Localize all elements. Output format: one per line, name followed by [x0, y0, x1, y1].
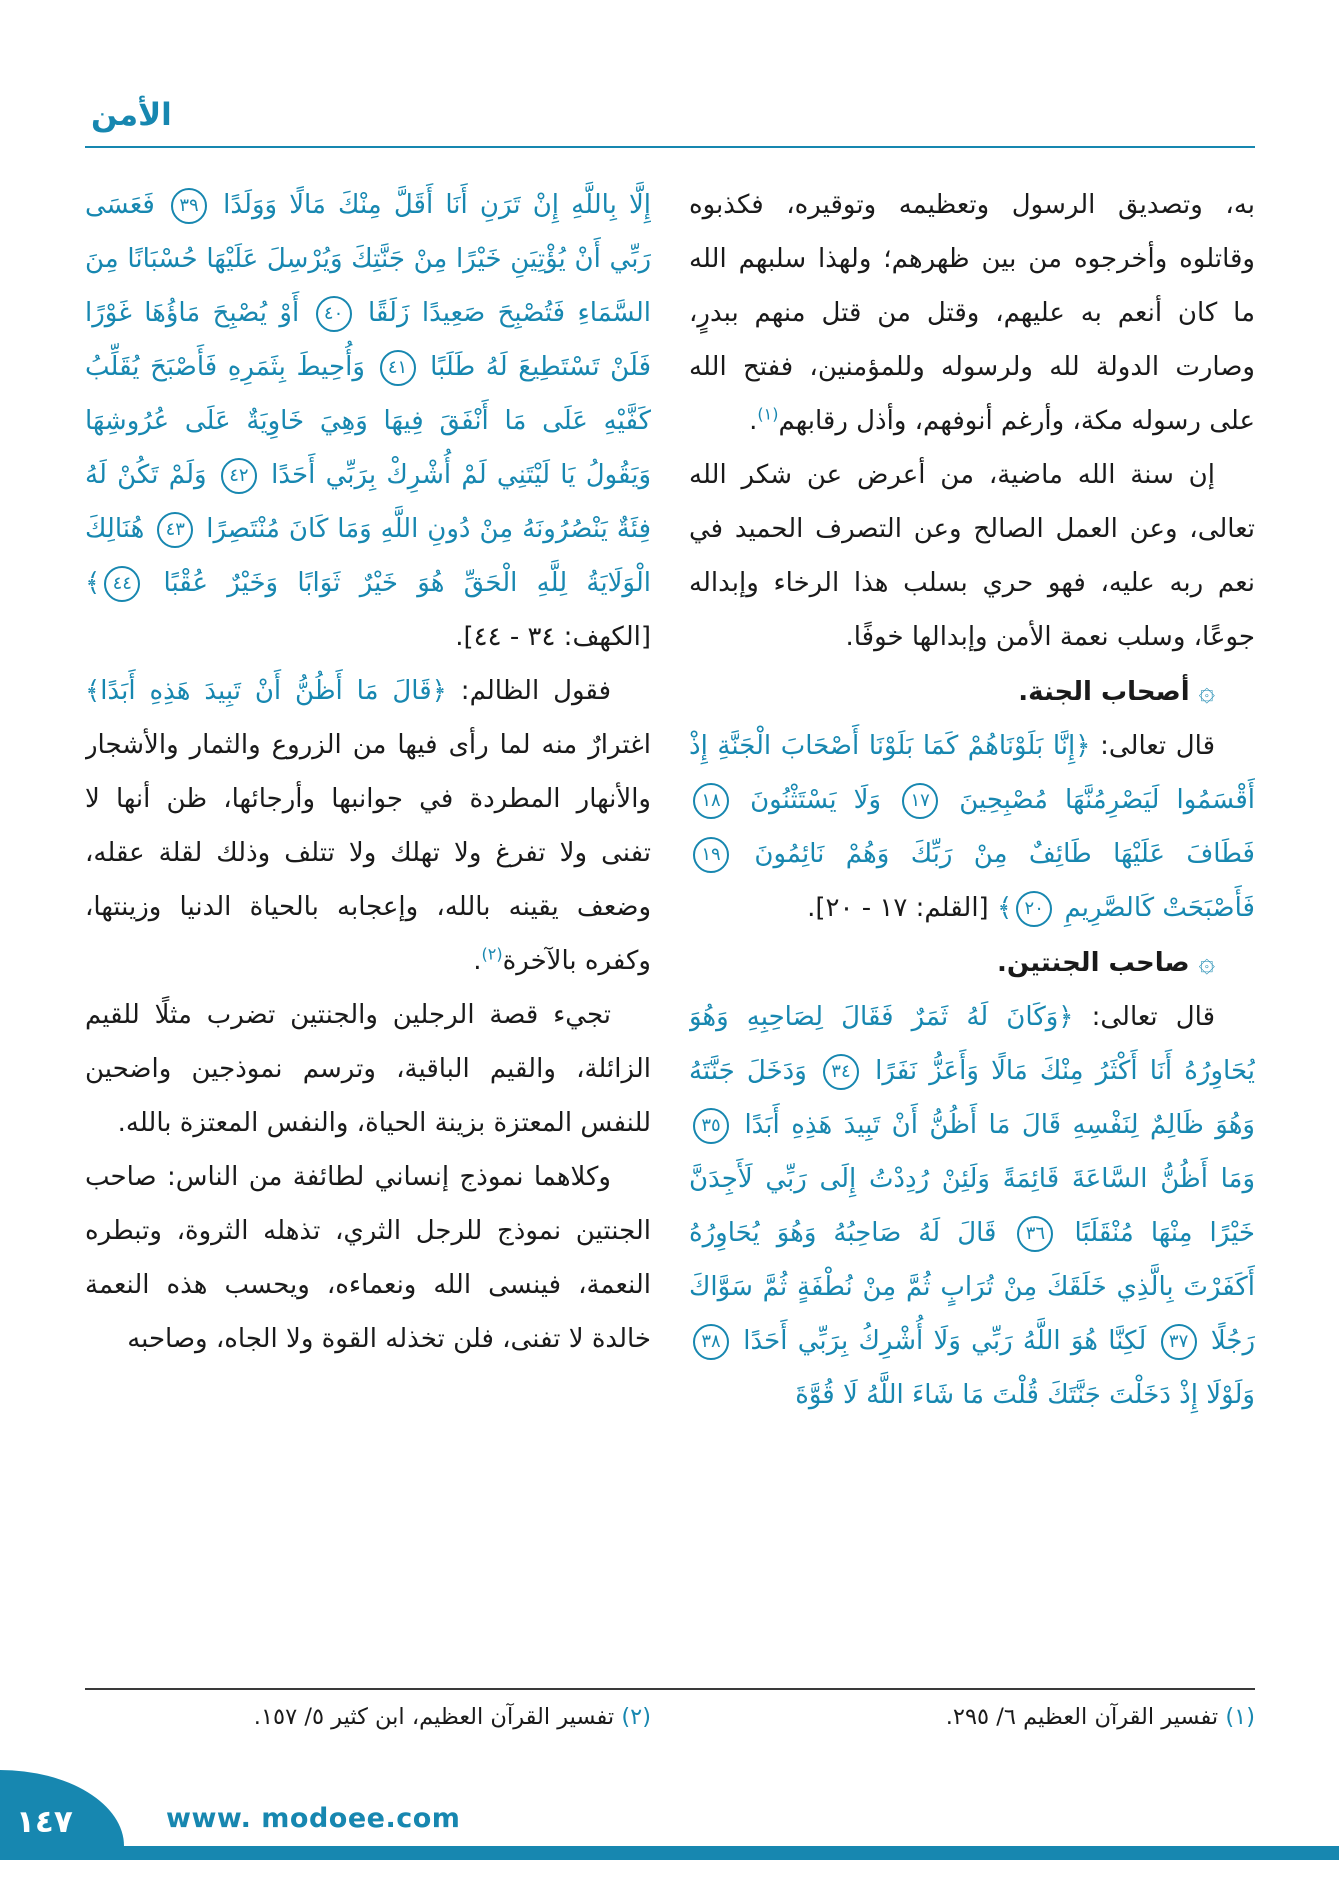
body-text: .	[749, 406, 758, 436]
verse-number-badge: ٤١	[380, 350, 416, 386]
footnotes	[85, 1688, 1255, 1730]
body-text: قال تعالى:	[1073, 1002, 1215, 1032]
quran-text: وَلَا يَسْتَثْنُونَ	[733, 785, 899, 815]
verse-number-badge: ٤٣	[157, 512, 193, 548]
quran-text: لَكِنَّا هُوَ اللَّهُ رَبِّي وَلَا أُشْرِكُ بِرَبِّي أَحَدًا	[733, 1326, 1157, 1356]
quran-text: وَأُحِيطَ بِثَمَرِهِ فَأَصْبَحَ يُقَلِّبُ كَفَّيْهِ عَلَى مَا أَنْفَقَ فِيهَا وَهِيَ خَاوِيَةٌ عَلَى عُرُوشِهَا وَيَقُولُ يَا لَيْتَنِي لَمْ أُشْرِكْ بِرَبِّي أَحَدًا	[85, 352, 651, 490]
quran-text: وَمَا أَظُنُّ السَّاعَةَ قَائِمَةً وَلَئِنْ رُدِدْتُ إِلَى رَبِّي لَأَجِدَنَّ خَيْرًا مِنْهَا مُنْقَلَبًا	[689, 1164, 1255, 1248]
verse-number-badge: ٣٩	[171, 188, 207, 224]
verse-reference: [الكهف: ٣٤ - ٤٤].	[455, 622, 651, 652]
footnote	[85, 1704, 651, 1730]
verse-number-badge: ٤٢	[221, 458, 257, 494]
quran-text: إِلَّا بِاللَّهِ إِنْ تَرَنِ أَنَا أَقَلَّ مِنْكَ مَالًا وَوَلَدًا	[211, 190, 651, 220]
website-url: www. modoee.com	[166, 1803, 461, 1834]
quran-text: فَأَصْبَحَتْ كَالصَّرِيمِ	[1056, 893, 1255, 923]
section-heading	[689, 664, 1255, 719]
verse-number-badge: ٤٤	[104, 566, 140, 602]
body-text: وكلاهما نموذج إنساني لطائفة من الناس: صاحب الجنتين نموذج للرجل الثري، تذهله الثروة، وتبطره النعمة، فينسى الله ونعماءه، ويحسب هذه النعمة خالدة لا تفنى، فلن تخذله القوة ولا الجاه، وصاحبه	[85, 1162, 651, 1354]
body-text: إن سنة الله ماضية، من أعرض عن شكر الله تعالى، وعن العمل الصالح وعن التصرف الحميد في نعم ربه عليه، فهو حري بسلب هذا الرخاء وإبداله جوعًا، وسلب نعمة الأمن وإبدالها خوفًا.	[689, 460, 1255, 652]
paragraph	[85, 664, 651, 988]
heading-text: صاحب الجنتين.	[996, 948, 1190, 978]
quran-text: هُنَالِكَ الْوَلَايَةُ لِلَّهِ الْحَقِّ هُوَ خَيْرٌ ثَوَابًا وَخَيْرٌ عُقْبًا	[85, 514, 651, 598]
verse-number-badge: ٤٠	[316, 296, 352, 332]
quran-text: ﴾	[988, 893, 1013, 923]
verse-number-badge: ١٨	[693, 783, 729, 819]
page-header	[85, 86, 1255, 148]
paragraph	[85, 1150, 651, 1366]
verse-number-badge: ٣٤	[823, 1054, 859, 1090]
body-text: قال تعالى:	[1090, 731, 1215, 761]
quran-text: قَالَ لَهُ صَاحِبُهُ وَهُوَ يُحَاوِرُهُ أَكَفَرْتَ بِالَّذِي خَلَقَكَ مِنْ تُرَابٍ ثُمَّ مِنْ نُطْفَةٍ ثُمَّ سَوَّاكَ رَجُلًا	[689, 1218, 1255, 1356]
footnote-number: (٢)	[621, 1704, 651, 1730]
paragraph	[689, 178, 1255, 448]
quran-text: ﴿وَكَانَ لَهُ ثَمَرٌ فَقَالَ لِصَاحِبِهِ وَهُوَ يُحَاوِرُهُ أَنَا أَكْثَرُ مِنْكَ مَالًا وَأَعَزُّ نَفَرًا	[689, 1002, 1255, 1086]
verse-number-badge: ٢٠	[1016, 891, 1052, 927]
footnote-text: تفسير القرآن العظيم، ابن كثير ٥/ ١٥٧.	[253, 1704, 622, 1730]
footnote-number: (١)	[1225, 1704, 1255, 1730]
verse-number-badge: ١٧	[902, 783, 938, 819]
footer-bar	[0, 1846, 1339, 1860]
footnote-marker: (١)	[757, 404, 779, 424]
footnote-text: تفسير القرآن العظيم ٦/ ٢٩٥.	[945, 1704, 1226, 1730]
text-columns	[85, 178, 1255, 1674]
footnote	[689, 1704, 1255, 1730]
quran-paragraph	[85, 178, 651, 664]
body-text: اغترارٌ منه لما رأى فيها من الزروع والثمار والأشجار والأنهار المطردة في جوانبها وأرجائها، ظن أنها لا تفنى ولا تفرغ ولا تهلك ولا تتلف وذلك لقلة عقله، وضعف يقينه بالله، وإعجابه بالحياة الدنيا وزينتها، وكفره بالآخرة	[85, 730, 651, 976]
column-left	[85, 178, 651, 1674]
verse-number-badge: ٣٥	[693, 1108, 729, 1144]
body-text: فقول الظالم:	[446, 676, 611, 706]
paragraph	[689, 448, 1255, 664]
page-number-swoosh	[0, 1770, 124, 1846]
rosette-ornament-icon: ۞	[1189, 945, 1215, 978]
quran-text: ﴿قَالَ مَا أَظُنُّ أَنْ تَبِيدَ هَذِهِ أَبَدًا﴾	[85, 676, 447, 706]
verse-number-badge: ١٩	[693, 837, 729, 873]
paragraph	[85, 988, 651, 1150]
body-text: تجيء قصة الرجلين والجنتين تضرب مثلًا للقيم الزائلة، والقيم الباقية، وترسم نموذجين واضحين للنفس المعتزة بزينة الحياة، والنفس المعتزة بالله.	[85, 1000, 651, 1138]
rosette-ornament-icon: ۞	[1189, 674, 1215, 707]
quran-text: وَدَخَلَ جَنَّتَهُ وَهُوَ ظَالِمٌ لِنَفْسِهِ قَالَ مَا أَظُنُّ أَنْ تَبِيدَ هَذِهِ أَبَدًا	[689, 1056, 1255, 1140]
column-right	[689, 178, 1255, 1674]
quran-text: وَلَوْلَا إِذْ دَخَلْتَ جَنَّتَكَ قُلْتَ مَا شَاءَ اللَّهُ لَا قُوَّةَ	[795, 1380, 1255, 1410]
quran-text: ﴾	[85, 568, 101, 598]
quran-text: وَلَمْ تَكُنْ لَهُ فِئَةٌ يَنْصُرُونَهُ مِنْ دُونِ اللَّهِ وَمَا كَانَ مُنْتَصِرًا	[85, 460, 651, 544]
page-number: ١٤٧	[16, 1804, 73, 1840]
quran-paragraph	[689, 719, 1255, 935]
section-heading	[689, 935, 1255, 990]
footnote-marker: (٢)	[481, 944, 503, 964]
verse-reference: [القلم: ١٧ - ٢٠].	[807, 893, 989, 923]
heading-text: أصحاب الجنة.	[1018, 677, 1190, 707]
quran-paragraph	[689, 990, 1255, 1422]
quran-text: فَعَسَى رَبِّي أَنْ يُؤْتِيَنِ خَيْرًا مِنْ جَنَّتِكَ وَيُرْسِلَ عَلَيْهَا حُسْبَانًا مِنَ السَّمَاءِ فَتُصْبِحَ صَعِيدًا زَلَقًا	[85, 190, 651, 328]
body-text: .	[473, 946, 482, 976]
quran-text: ﴿إِنَّا بَلَوْنَاهُمْ كَمَا بَلَوْنَا أَصْحَابَ الْجَنَّةِ إِذْ أَقْسَمُوا لَيَصْرِمُنَّهَا مُصْبِحِينَ	[689, 731, 1255, 815]
verse-number-badge: ٣٦	[1017, 1216, 1053, 1252]
chapter-title: الأمن	[91, 97, 172, 133]
quran-text: أَوْ يُصْبِحَ مَاؤُهَا غَوْرًا فَلَنْ تَسْتَطِيعَ لَهُ طَلَبًا	[85, 298, 651, 382]
body-text: به، وتصديق الرسول وتعظيمه وتوقيره، فكذبوه وقاتلوه وأخرجوه من بين ظهرهم؛ ولهذا سلبهم الله ما كان أنعم به عليهم، وقتل من قتل منهم ببدرٍ، وصارت الدولة لله ولرسوله وللمؤمنين، ففتح الله على رسوله مكة، وأرغم أنوفهم، وأذل رقابهم	[689, 190, 1255, 436]
verse-number-badge: ٣٧	[1161, 1324, 1197, 1360]
verse-number-badge: ٣٨	[693, 1324, 729, 1360]
quran-text: فَطَافَ عَلَيْهَا طَائِفٌ مِنْ رَبِّكَ وَهُمْ نَائِمُونَ	[733, 839, 1255, 869]
